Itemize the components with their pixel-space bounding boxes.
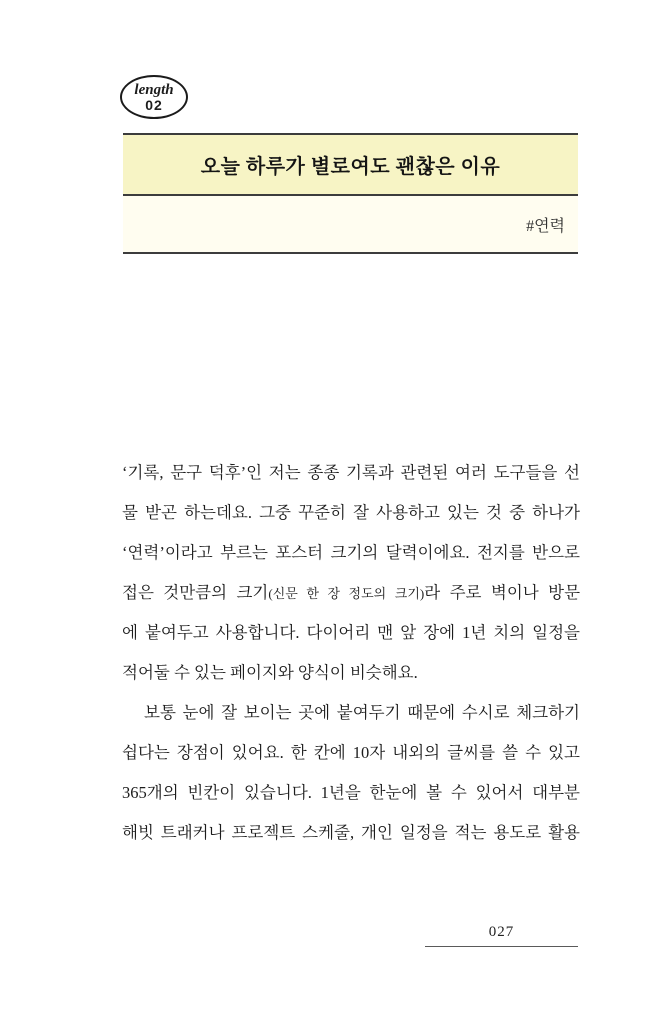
body-line: ‘연력’이라고 부르는 포스터 크기의 달력이에요. 전지를 반으로 xyxy=(122,543,580,562)
body-line: 보통 눈에 잘 보이는 곳에 붙여두기 때문에 수시로 체크하기 xyxy=(144,703,580,722)
length-badge xyxy=(120,75,188,119)
page-number-rule xyxy=(425,924,578,947)
body-line: 적어둘 수 있는 페이지와 양식이 비슷해요. xyxy=(122,663,418,682)
length-badge-number: 02 xyxy=(145,96,163,113)
chapter-hashtag: #연력 xyxy=(123,196,578,254)
chapter-title: 오늘 하루가 별로여도 괜찮은 이유 xyxy=(123,135,578,196)
body-line: 365개의 빈칸이 있습니다. 1년을 한눈에 볼 수 있어서 대부분 xyxy=(122,783,580,802)
body-line-segment: 라 주로 벽이나 방문 xyxy=(424,583,581,602)
page-number: 027 xyxy=(488,924,515,940)
body-line xyxy=(122,573,580,613)
body-line: 해빗 트래커나 프로젝트 스케줄, 개인 일정을 적는 용도로 활용 xyxy=(122,823,580,842)
length-badge-label: length xyxy=(134,81,174,98)
body-line-parenthetical: (신문 한 장 정도의 크기) xyxy=(268,586,425,601)
body-line: ‘기록, 문구 덕후’인 저는 종종 기록과 관련된 여러 도구들을 선 xyxy=(122,463,580,482)
body-line: 에 붙여두고 사용합니다. 다이어리 맨 앞 장에 1년 치의 일정을 xyxy=(122,623,580,642)
body-line: 물 받곤 하는데요. 그중 꾸준히 잘 사용하고 있는 것 중 하나가 xyxy=(122,503,580,522)
body-line: 쉽다는 장점이 있어요. 한 칸에 10자 내외의 글씨를 쓸 수 있고 xyxy=(122,743,580,762)
body-line-segment: 접은 것만큼의 크기 xyxy=(122,583,269,602)
body-text xyxy=(122,453,580,853)
chapter-title-box xyxy=(123,133,578,254)
